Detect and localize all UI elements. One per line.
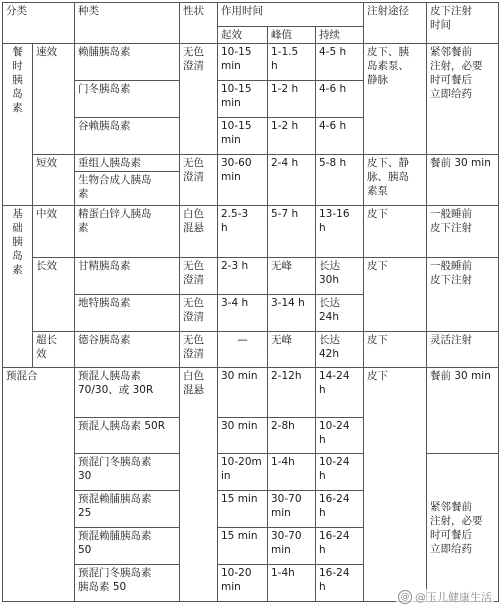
cell-duration: 4-6 h bbox=[316, 118, 364, 155]
header-action-time: 作用时间 bbox=[218, 3, 364, 27]
insulin-table bbox=[2, 2, 499, 602]
cell-name: 生物合成人胰岛 素 bbox=[75, 172, 180, 206]
table-row bbox=[3, 44, 499, 81]
cell-name: 预混人胰岛素 70/30、或 30R bbox=[75, 368, 180, 418]
cell-onset: 10-20m in bbox=[218, 454, 268, 491]
cell-route: 皮下 bbox=[364, 258, 427, 332]
cell-peak: 1-1.5 h bbox=[268, 44, 316, 81]
cell-route: 皮下 bbox=[364, 368, 427, 602]
cell-onset: 15 min bbox=[218, 491, 268, 528]
cell-name: 谷赖胰岛素 bbox=[75, 118, 180, 155]
group-basal: 基 础 胰 岛 素 bbox=[3, 206, 33, 368]
cell-route: 皮下 bbox=[364, 332, 427, 368]
header-category: 分类 bbox=[3, 3, 75, 44]
group-long: 长效 bbox=[33, 258, 75, 332]
cell-peak: 2-4 h bbox=[268, 155, 316, 206]
cell-timing: 餐前 30 min bbox=[427, 155, 499, 206]
cell-duration: 16-24 h bbox=[316, 528, 364, 565]
cell-peak: 2-8h bbox=[268, 418, 316, 454]
cell-peak: 1-4h bbox=[268, 565, 316, 602]
header-route: 注射途径 bbox=[364, 3, 427, 44]
cell-route: 皮下 bbox=[364, 206, 427, 258]
cell-appearance: 白色 混悬 bbox=[180, 206, 218, 258]
cell-route: 皮下、胰 岛素泵、 静脉 bbox=[364, 44, 427, 155]
cell-timing: 一般睡前 皮下注射 bbox=[427, 258, 499, 332]
cell-duration: 长达 42h bbox=[316, 332, 364, 368]
cell-appearance: 无色 澄清 bbox=[180, 332, 218, 368]
cell-duration: 10-24 h bbox=[316, 454, 364, 491]
cell-timing: 餐前 30 min bbox=[427, 368, 499, 454]
cell-onset: 30-60 min bbox=[218, 155, 268, 206]
cell-onset: 10-20 min bbox=[218, 565, 268, 602]
cell-duration: 16-24 h bbox=[316, 565, 364, 602]
cell-timing: 紧邻餐前 注射，必要 时可餐后 立即给药 bbox=[427, 454, 499, 602]
cell-name: 预混门冬胰岛素 胰岛素 50 bbox=[75, 565, 180, 602]
table-row bbox=[3, 155, 499, 172]
watermark-icon: @ bbox=[398, 590, 412, 604]
cell-onset: 3-4 h bbox=[218, 295, 268, 332]
header-onset: 起效 bbox=[218, 27, 268, 44]
header-type: 种类 bbox=[75, 3, 180, 44]
cell-duration: 长达 30h bbox=[316, 258, 364, 295]
group-intermediate: 中效 bbox=[33, 206, 75, 258]
cell-onset: 10-15 min bbox=[218, 118, 268, 155]
cell-name: 预混门冬胰岛素 30 bbox=[75, 454, 180, 491]
table-row bbox=[3, 368, 499, 418]
group-ultralong: 超长 效 bbox=[33, 332, 75, 368]
header-duration: 持续 bbox=[316, 27, 364, 44]
cell-peak: 无峰 bbox=[268, 258, 316, 295]
cell-onset: 15 min bbox=[218, 528, 268, 565]
cell-onset: 2-3 h bbox=[218, 258, 268, 295]
cell-onset: 30 min bbox=[218, 418, 268, 454]
table-row bbox=[3, 332, 499, 368]
cell-timing: 一般睡前 皮下注射 bbox=[427, 206, 499, 258]
cell-appearance: 白色 混悬 bbox=[180, 368, 218, 602]
cell-name: 德谷胰岛素 bbox=[75, 332, 180, 368]
group-premixed: 预混合 bbox=[3, 368, 75, 602]
group-short: 短效 bbox=[33, 155, 75, 206]
cell-duration: 13-16 h bbox=[316, 206, 364, 258]
watermark bbox=[396, 589, 494, 605]
cell-appearance: 无色 澄清 bbox=[180, 295, 218, 332]
cell-appearance: 无色 澄清 bbox=[180, 155, 218, 206]
cell-timing: 灵活注射 bbox=[427, 332, 499, 368]
cell-onset: 10-15 min bbox=[218, 44, 268, 81]
cell-duration: 14-24 h bbox=[316, 368, 364, 418]
cell-onset: 30 min bbox=[218, 368, 268, 418]
cell-name: 门冬胰岛素 bbox=[75, 81, 180, 118]
cell-name: 预混赖脯胰岛素 25 bbox=[75, 491, 180, 528]
cell-appearance: 无色 澄清 bbox=[180, 258, 218, 295]
header-peak: 峰值 bbox=[268, 27, 316, 44]
table-row bbox=[3, 206, 499, 258]
header-timing: 皮下注射 时间 bbox=[427, 3, 499, 44]
cell-peak: 无峰 bbox=[268, 332, 316, 368]
cell-peak: 1-2 h bbox=[268, 81, 316, 118]
cell-name: 甘精胰岛素 bbox=[75, 258, 180, 295]
watermark-text: @玉儿健康生活 bbox=[415, 591, 492, 604]
cell-peak: 1-2 h bbox=[268, 118, 316, 155]
cell-onset: 2.5-3 h bbox=[218, 206, 268, 258]
cell-name: 地特胰岛素 bbox=[75, 295, 180, 332]
cell-duration: 16-24 h bbox=[316, 491, 364, 528]
cell-route: 皮下、静 脉、胰岛 素泵 bbox=[364, 155, 427, 206]
cell-duration: 4-6 h bbox=[316, 81, 364, 118]
cell-peak: 3-14 h bbox=[268, 295, 316, 332]
cell-name: 重组人胰岛素 bbox=[75, 155, 180, 172]
cell-peak: 1-4h bbox=[268, 454, 316, 491]
cell-name: 精蛋白锌人胰岛 素 bbox=[75, 206, 180, 258]
cell-onset: 10-15 min bbox=[218, 81, 268, 118]
cell-duration: 长达 24h bbox=[316, 295, 364, 332]
cell-duration: 5-8 h bbox=[316, 155, 364, 206]
cell-name: 预混赖脯胰岛素 50 bbox=[75, 528, 180, 565]
cell-name: 赖脯胰岛素 bbox=[75, 44, 180, 81]
table-row bbox=[3, 258, 499, 295]
cell-onset: — bbox=[218, 332, 268, 368]
cell-peak: 30-70 min bbox=[268, 528, 316, 565]
cell-appearance: 无色 澄清 bbox=[180, 44, 218, 155]
cell-duration: 10-24 h bbox=[316, 418, 364, 454]
header-row bbox=[3, 3, 499, 27]
cell-name: 预混人胰岛素 50R bbox=[75, 418, 180, 454]
cell-peak: 5-7 h bbox=[268, 206, 316, 258]
cell-peak: 2-12h bbox=[268, 368, 316, 418]
group-mealtime: 餐 时 胰 岛 素 bbox=[3, 44, 33, 206]
group-rapid: 速效 bbox=[33, 44, 75, 155]
cell-duration: 4-5 h bbox=[316, 44, 364, 81]
header-appearance: 性状 bbox=[180, 3, 218, 44]
cell-peak: 30-70 min bbox=[268, 491, 316, 528]
cell-timing: 紧邻餐前 注射，必要 时可餐后 立即给药 bbox=[427, 44, 499, 155]
